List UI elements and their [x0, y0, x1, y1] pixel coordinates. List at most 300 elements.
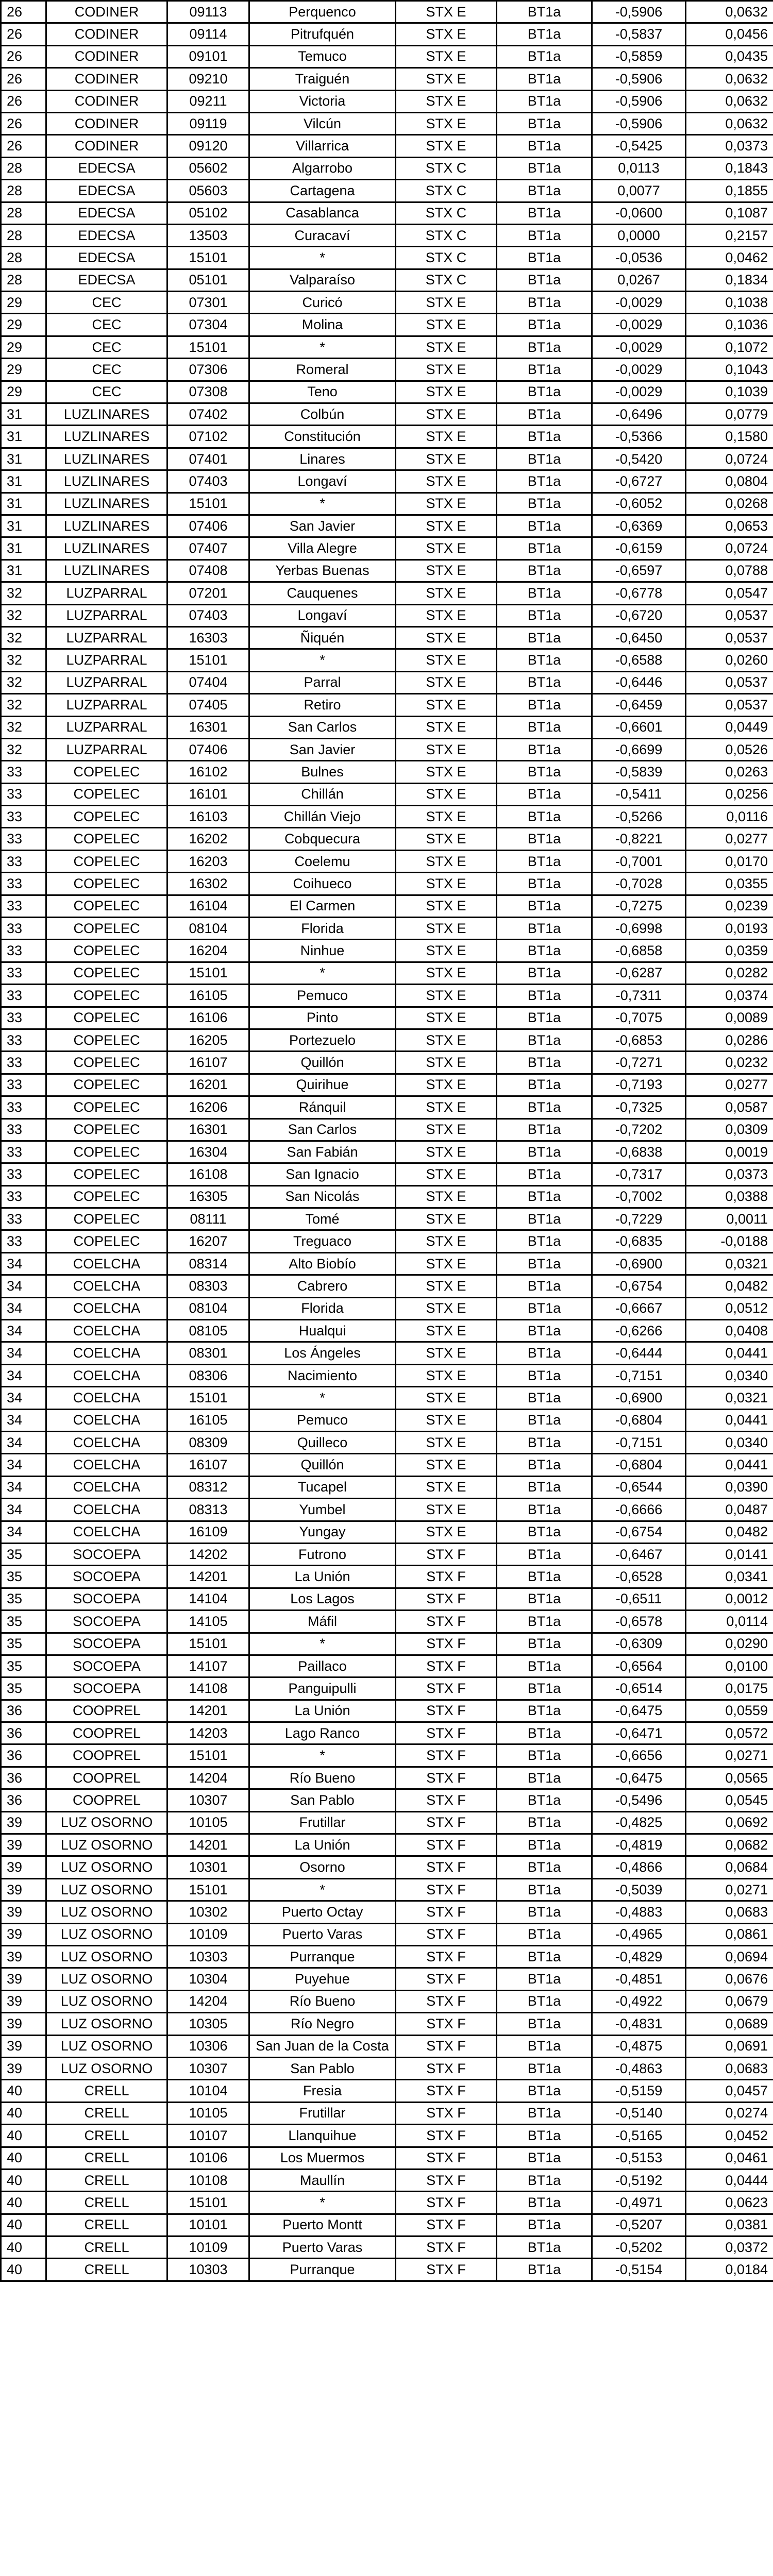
commune-name-cell: Puerto Varas: [249, 2236, 396, 2259]
value-b-cell: 0,0282: [686, 962, 773, 984]
company-code-cell: 34: [1, 1432, 46, 1454]
commune-code-cell: 14204: [167, 1990, 249, 2012]
commune-code-cell: 16101: [167, 783, 249, 805]
commune-code-cell: 08301: [167, 1342, 249, 1364]
value-a-cell: -0,5859: [592, 45, 686, 67]
company-name-cell: COPELEC: [46, 1141, 167, 1163]
company-name-cell: COPELEC: [46, 940, 167, 962]
tariff-cell: BT1a: [497, 202, 592, 224]
company-code-cell: 36: [1, 1700, 46, 1722]
tariff-cell: BT1a: [497, 850, 592, 872]
value-b-cell: 0,0441: [686, 1342, 773, 1364]
table-row: [1, 1789, 773, 1811]
commune-name-cell: Cobquecura: [249, 828, 396, 850]
commune-name-cell: *: [249, 1744, 396, 1767]
tariff-cell: BT1a: [497, 2080, 592, 2102]
commune-name-cell: Villa Alegre: [249, 537, 396, 560]
company-code-cell: 35: [1, 1611, 46, 1633]
company-code-cell: 33: [1, 1052, 46, 1074]
substation-cell: STX F: [396, 1588, 497, 1610]
company-name-cell: SOCOEPA: [46, 1566, 167, 1588]
substation-cell: STX E: [396, 1096, 497, 1118]
value-b-cell: 0,0277: [686, 1074, 773, 1096]
substation-cell: STX E: [396, 918, 497, 940]
table-row: [1, 537, 773, 560]
table-row: [1, 1, 773, 23]
table-row: [1, 1096, 773, 1118]
company-name-cell: LUZPARRAL: [46, 604, 167, 626]
value-a-cell: -0,6667: [592, 1297, 686, 1319]
tariff-cell: BT1a: [497, 247, 592, 269]
commune-code-cell: 16104: [167, 895, 249, 917]
table-row: [1, 1945, 773, 1968]
company-code-cell: 33: [1, 918, 46, 940]
substation-cell: STX E: [396, 1387, 497, 1409]
company-code-cell: 33: [1, 985, 46, 1007]
substation-cell: STX E: [396, 1052, 497, 1074]
value-b-cell: 0,0277: [686, 828, 773, 850]
commune-code-cell: 16108: [167, 1163, 249, 1185]
company-code-cell: 39: [1, 1990, 46, 2012]
substation-cell: STX E: [396, 560, 497, 582]
value-b-cell: 0,0341: [686, 1566, 773, 1588]
substation-cell: STX E: [396, 45, 497, 67]
substation-cell: STX E: [396, 1185, 497, 1208]
company-code-cell: 33: [1, 1230, 46, 1252]
commune-name-cell: Curicó: [249, 292, 396, 314]
value-a-cell: -0,6471: [592, 1722, 686, 1744]
company-name-cell: COPELEC: [46, 1007, 167, 1029]
company-name-cell: COPELEC: [46, 1230, 167, 1252]
value-a-cell: -0,6052: [592, 493, 686, 515]
commune-code-cell: 09211: [167, 90, 249, 112]
commune-code-cell: 08309: [167, 1432, 249, 1454]
commune-code-cell: 07301: [167, 292, 249, 314]
table-row: [1, 985, 773, 1007]
value-b-cell: 0,1843: [686, 157, 773, 179]
company-code-cell: 32: [1, 738, 46, 760]
commune-code-cell: 14108: [167, 1677, 249, 1700]
value-a-cell: -0,6900: [592, 1387, 686, 1409]
tariff-cell: BT1a: [497, 1141, 592, 1163]
table-row: [1, 359, 773, 381]
value-a-cell: -0,6514: [592, 1677, 686, 1700]
value-a-cell: -0,6754: [592, 1275, 686, 1297]
value-a-cell: -0,5411: [592, 783, 686, 805]
company-code-cell: 33: [1, 1208, 46, 1230]
company-name-cell: LUZ OSORNO: [46, 1990, 167, 2012]
tariff-cell: BT1a: [497, 1611, 592, 1633]
tariff-cell: BT1a: [497, 828, 592, 850]
substation-cell: STX E: [396, 112, 497, 134]
company-code-cell: 34: [1, 1364, 46, 1386]
commune-code-cell: 16207: [167, 1230, 249, 1252]
value-b-cell: 0,0268: [686, 493, 773, 515]
company-name-cell: COPELEC: [46, 895, 167, 917]
value-b-cell: 0,0537: [686, 604, 773, 626]
table-row: [1, 1543, 773, 1565]
table-row: [1, 918, 773, 940]
value-a-cell: -0,6578: [592, 1611, 686, 1633]
value-b-cell: 0,0788: [686, 560, 773, 582]
tariff-cell: BT1a: [497, 1297, 592, 1319]
company-code-cell: 31: [1, 560, 46, 582]
company-name-cell: COPELEC: [46, 806, 167, 828]
substation-cell: STX E: [396, 23, 497, 45]
table-row: [1, 761, 773, 783]
substation-cell: STX E: [396, 716, 497, 738]
substation-cell: STX F: [396, 1968, 497, 1990]
tariff-cell: BT1a: [497, 2125, 592, 2147]
tariff-cell: BT1a: [497, 1588, 592, 1610]
commune-name-cell: Vilcún: [249, 112, 396, 134]
tariff-cell: BT1a: [497, 180, 592, 202]
company-name-cell: COELCHA: [46, 1364, 167, 1386]
substation-cell: STX E: [396, 1118, 497, 1141]
table-row: [1, 649, 773, 671]
company-name-cell: LUZPARRAL: [46, 694, 167, 716]
value-a-cell: -0,6369: [592, 515, 686, 537]
value-b-cell: 0,0114: [686, 1611, 773, 1633]
value-a-cell: -0,6511: [592, 1588, 686, 1610]
value-a-cell: -0,7193: [592, 1074, 686, 1096]
commune-code-cell: 16107: [167, 1454, 249, 1476]
company-code-cell: 39: [1, 2013, 46, 2035]
substation-cell: STX F: [396, 1878, 497, 1901]
substation-cell: STX F: [396, 1700, 497, 1722]
table-row: [1, 2147, 773, 2169]
company-name-cell: LUZ OSORNO: [46, 1878, 167, 1901]
substation-cell: STX E: [396, 694, 497, 716]
table-row: [1, 1856, 773, 1878]
table-row: [1, 2035, 773, 2057]
company-code-cell: 28: [1, 202, 46, 224]
table-row: [1, 1834, 773, 1856]
company-name-cell: CEC: [46, 359, 167, 381]
company-name-cell: EDECSA: [46, 269, 167, 291]
company-code-cell: 35: [1, 1677, 46, 1700]
company-name-cell: COPELEC: [46, 1074, 167, 1096]
value-a-cell: -0,6720: [592, 604, 686, 626]
commune-code-cell: 15101: [167, 2192, 249, 2214]
value-b-cell: 0,0239: [686, 895, 773, 917]
value-b-cell: 0,0381: [686, 2214, 773, 2236]
value-b-cell: 0,0683: [686, 1901, 773, 1923]
value-a-cell: -0,4851: [592, 1968, 686, 1990]
company-name-cell: LUZPARRAL: [46, 738, 167, 760]
commune-code-cell: 16202: [167, 828, 249, 850]
commune-name-cell: *: [249, 1878, 396, 1901]
table-row: [1, 1029, 773, 1051]
tariff-cell: BT1a: [497, 470, 592, 493]
tariff-cell: BT1a: [497, 1543, 592, 1565]
value-a-cell: -0,4825: [592, 1811, 686, 1834]
value-b-cell: 0,0286: [686, 1029, 773, 1051]
commune-name-cell: Curacaví: [249, 224, 396, 246]
tariff-cell: BT1a: [497, 1722, 592, 1744]
company-code-cell: 34: [1, 1521, 46, 1543]
company-name-cell: LUZPARRAL: [46, 671, 167, 693]
commune-code-cell: 07406: [167, 738, 249, 760]
commune-name-cell: El Carmen: [249, 895, 396, 917]
commune-code-cell: 16304: [167, 1141, 249, 1163]
value-a-cell: 0,0113: [592, 157, 686, 179]
table-row: [1, 2259, 773, 2281]
company-name-cell: LUZ OSORNO: [46, 2035, 167, 2057]
commune-code-cell: 07405: [167, 694, 249, 716]
commune-code-cell: 10301: [167, 1856, 249, 1878]
company-name-cell: LUZPARRAL: [46, 582, 167, 604]
value-b-cell: 0,0260: [686, 649, 773, 671]
value-b-cell: 0,0537: [686, 671, 773, 693]
commune-code-cell: 08306: [167, 1364, 249, 1386]
commune-name-cell: Tomé: [249, 1208, 396, 1230]
company-name-cell: CRELL: [46, 2214, 167, 2236]
tariff-cell: BT1a: [497, 2013, 592, 2035]
company-code-cell: 33: [1, 850, 46, 872]
tariff-cell: BT1a: [497, 448, 592, 470]
tariff-cell: BT1a: [497, 112, 592, 134]
company-name-cell: COOPREL: [46, 1789, 167, 1811]
company-name-cell: CRELL: [46, 2192, 167, 2214]
commune-name-cell: Romeral: [249, 359, 396, 381]
commune-name-cell: Quilleco: [249, 1432, 396, 1454]
value-b-cell: 0,0487: [686, 1499, 773, 1521]
company-name-cell: SOCOEPA: [46, 1543, 167, 1565]
table-row: [1, 2236, 773, 2259]
company-name-cell: COPELEC: [46, 918, 167, 940]
value-b-cell: 0,0684: [686, 1856, 773, 1878]
commune-name-cell: Cabrero: [249, 1275, 396, 1297]
company-code-cell: 40: [1, 2214, 46, 2236]
table-row: [1, 694, 773, 716]
company-code-cell: 35: [1, 1655, 46, 1677]
tariff-cell: BT1a: [497, 1252, 592, 1275]
substation-cell: STX E: [396, 1499, 497, 1521]
company-code-cell: 33: [1, 895, 46, 917]
commune-code-cell: 16204: [167, 940, 249, 962]
commune-name-cell: Bulnes: [249, 761, 396, 783]
tariff-cell: BT1a: [497, 783, 592, 805]
tariff-cell: BT1a: [497, 626, 592, 649]
commune-name-cell: Llanquihue: [249, 2125, 396, 2147]
substation-cell: STX E: [396, 493, 497, 515]
commune-name-cell: Retiro: [249, 694, 396, 716]
value-a-cell: -0,4829: [592, 1945, 686, 1968]
substation-cell: STX F: [396, 2214, 497, 2236]
company-name-cell: COPELEC: [46, 828, 167, 850]
substation-cell: STX F: [396, 1677, 497, 1700]
commune-name-cell: Frutillar: [249, 1811, 396, 1834]
substation-cell: STX E: [396, 828, 497, 850]
company-name-cell: EDECSA: [46, 224, 167, 246]
value-a-cell: -0,7028: [592, 873, 686, 895]
company-code-cell: 34: [1, 1320, 46, 1342]
substation-cell: STX F: [396, 2102, 497, 2124]
commune-code-cell: 05101: [167, 269, 249, 291]
commune-name-cell: La Unión: [249, 1566, 396, 1588]
value-a-cell: -0,6544: [592, 1476, 686, 1498]
value-b-cell: 0,0355: [686, 873, 773, 895]
tariff-cell: BT1a: [497, 1074, 592, 1096]
tariff-cell: BT1a: [497, 381, 592, 403]
substation-cell: STX E: [396, 940, 497, 962]
commune-code-cell: 15101: [167, 1878, 249, 1901]
company-name-cell: CODINER: [46, 135, 167, 157]
value-a-cell: 0,0267: [592, 269, 686, 291]
substation-cell: STX F: [396, 1834, 497, 1856]
company-name-cell: CODINER: [46, 23, 167, 45]
table-row: [1, 157, 773, 179]
value-b-cell: 0,0184: [686, 2259, 773, 2281]
commune-name-cell: Pemuco: [249, 1409, 396, 1431]
value-a-cell: -0,4866: [592, 1856, 686, 1878]
commune-code-cell: 14201: [167, 1566, 249, 1588]
value-a-cell: -0,6727: [592, 470, 686, 493]
value-b-cell: 0,0779: [686, 403, 773, 426]
value-b-cell: 0,0724: [686, 537, 773, 560]
commune-name-cell: Longaví: [249, 604, 396, 626]
substation-cell: STX F: [396, 1945, 497, 1968]
commune-code-cell: 07408: [167, 560, 249, 582]
value-b-cell: 0,0512: [686, 1297, 773, 1319]
commune-code-cell: 16102: [167, 761, 249, 783]
value-a-cell: -0,6450: [592, 626, 686, 649]
company-code-cell: 33: [1, 962, 46, 984]
commune-name-cell: Los Lagos: [249, 1588, 396, 1610]
commune-name-cell: Florida: [249, 1297, 396, 1319]
company-code-cell: 40: [1, 2169, 46, 2191]
value-a-cell: -0,7075: [592, 1007, 686, 1029]
value-b-cell: 0,1580: [686, 426, 773, 448]
substation-cell: STX E: [396, 135, 497, 157]
value-b-cell: 0,1087: [686, 202, 773, 224]
value-a-cell: -0,6446: [592, 671, 686, 693]
company-code-cell: 40: [1, 2080, 46, 2102]
company-name-cell: CODINER: [46, 1, 167, 23]
substation-cell: STX E: [396, 448, 497, 470]
value-a-cell: -0,6475: [592, 1700, 686, 1722]
company-name-cell: COOPREL: [46, 1700, 167, 1722]
value-b-cell: 0,1043: [686, 359, 773, 381]
substation-cell: STX E: [396, 738, 497, 760]
substation-cell: STX F: [396, 1767, 497, 1789]
tariff-cell: BT1a: [497, 1, 592, 23]
value-b-cell: 0,0632: [686, 112, 773, 134]
value-b-cell: 0,0441: [686, 1409, 773, 1431]
company-code-cell: 31: [1, 537, 46, 560]
table-row: [1, 1275, 773, 1297]
commune-code-cell: 14203: [167, 1722, 249, 1744]
commune-code-cell: 08303: [167, 1275, 249, 1297]
table-row: [1, 2057, 773, 2079]
value-a-cell: -0,7151: [592, 1364, 686, 1386]
tariff-cell: BT1a: [497, 1834, 592, 1856]
value-a-cell: -0,4831: [592, 2013, 686, 2035]
commune-code-cell: 15101: [167, 493, 249, 515]
substation-cell: STX E: [396, 1029, 497, 1051]
value-a-cell: -0,4971: [592, 2192, 686, 2214]
company-code-cell: 40: [1, 2192, 46, 2214]
value-a-cell: -0,8221: [592, 828, 686, 850]
commune-name-cell: San Nicolás: [249, 1185, 396, 1208]
company-code-cell: 33: [1, 1029, 46, 1051]
tariff-cell: BT1a: [497, 1230, 592, 1252]
company-code-cell: 31: [1, 493, 46, 515]
company-name-cell: COPELEC: [46, 985, 167, 1007]
value-b-cell: 0,0676: [686, 1968, 773, 1990]
tariff-cell: BT1a: [497, 1185, 592, 1208]
company-name-cell: CODINER: [46, 68, 167, 90]
substation-cell: STX E: [396, 1320, 497, 1342]
company-name-cell: COPELEC: [46, 1185, 167, 1208]
commune-name-cell: Purranque: [249, 2259, 396, 2281]
value-a-cell: -0,5207: [592, 2214, 686, 2236]
company-code-cell: 36: [1, 1789, 46, 1811]
value-b-cell: 0,0011: [686, 1208, 773, 1230]
company-code-cell: 39: [1, 1945, 46, 1968]
substation-cell: STX C: [396, 269, 497, 291]
company-code-cell: 32: [1, 649, 46, 671]
substation-cell: STX F: [396, 2259, 497, 2281]
company-name-cell: EDECSA: [46, 180, 167, 202]
table-row: [1, 1230, 773, 1252]
commune-name-cell: Río Negro: [249, 2013, 396, 2035]
value-a-cell: -0,7311: [592, 985, 686, 1007]
table-row: [1, 2125, 773, 2147]
substation-cell: STX E: [396, 1163, 497, 1185]
commune-code-cell: 07402: [167, 403, 249, 426]
table-row: [1, 515, 773, 537]
table-row: [1, 2169, 773, 2191]
substation-cell: STX E: [396, 985, 497, 1007]
commune-name-cell: *: [249, 1387, 396, 1409]
table-row: [1, 1074, 773, 1096]
company-name-cell: COPELEC: [46, 1118, 167, 1141]
commune-name-cell: Máfil: [249, 1611, 396, 1633]
company-code-cell: 32: [1, 716, 46, 738]
tariff-cell: BT1a: [497, 1856, 592, 1878]
table-row: [1, 1878, 773, 1901]
substation-cell: STX E: [396, 873, 497, 895]
table-row: [1, 671, 773, 693]
value-a-cell: -0,0600: [592, 202, 686, 224]
substation-cell: STX F: [396, 2192, 497, 2214]
commune-code-cell: 16201: [167, 1074, 249, 1096]
substation-cell: STX E: [396, 1342, 497, 1364]
tariff-cell: BT1a: [497, 1275, 592, 1297]
tariff-cell: BT1a: [497, 1320, 592, 1342]
table-row: [1, 1744, 773, 1767]
value-b-cell: 0,0232: [686, 1052, 773, 1074]
company-name-cell: COELCHA: [46, 1476, 167, 1498]
company-code-cell: 33: [1, 1096, 46, 1118]
commune-name-cell: Ninhue: [249, 940, 396, 962]
commune-code-cell: 05602: [167, 157, 249, 179]
commune-name-cell: Hualqui: [249, 1320, 396, 1342]
tariff-cell: BT1a: [497, 1990, 592, 2012]
value-b-cell: 0,0632: [686, 68, 773, 90]
value-a-cell: -0,7317: [592, 1163, 686, 1185]
company-code-cell: 33: [1, 940, 46, 962]
tariff-cell: BT1a: [497, 2147, 592, 2169]
substation-cell: STX F: [396, 1655, 497, 1677]
substation-cell: STX E: [396, 292, 497, 314]
commune-code-cell: 16103: [167, 806, 249, 828]
substation-cell: STX E: [396, 1521, 497, 1543]
commune-code-cell: 08104: [167, 918, 249, 940]
commune-name-cell: San Javier: [249, 738, 396, 760]
